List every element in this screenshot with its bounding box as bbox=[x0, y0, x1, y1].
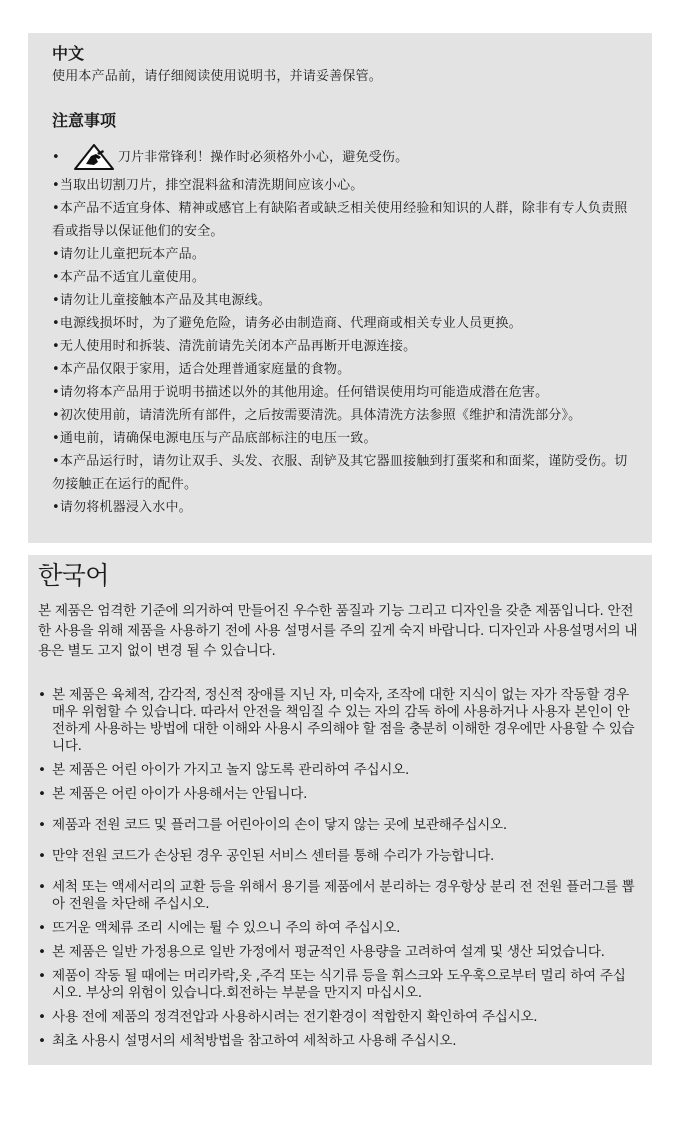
list-item: • 본 제품은 육체적, 감각적, 정신적 장애를 지닌 자, 미숙자, 조작에 대한 지식이 없는 자가 작동할 경우 매우 위험할 수 있습니다. 따라서 안전을 책임질 수 있는 자의 감독 하에 사용하거나 사용자 본인이 안전하게 사용하는 방법에 대한 이해와 사용시 주의해야 할 점을 충분히 이해한 경우에만 사용할 수 있습니다. bbox=[38, 687, 638, 755]
bullet: • bbox=[52, 149, 60, 165]
list-item: • 만약 전원 코드가 손상된 경우 공인된 서비스 센터를 통해 수리가 가능합니다. bbox=[38, 848, 638, 865]
list-item: •本产品仅限于家用，适合处理普通家庭量的食物。 bbox=[52, 362, 351, 377]
korean-notes-list bbox=[38, 687, 638, 1050]
chinese-section bbox=[28, 33, 652, 543]
chinese-title: 中文 bbox=[52, 44, 85, 63]
list-item: • 제품이 작동 될 때에는 머리카락,옷 ,주걱 또는 식기류 등을 휘스크와 도우훅으로부터 멀리 하여 주십시오. 부상의 위험이 있습니다.회전하는 부분을 만지지 마십시오. bbox=[38, 968, 638, 1002]
list-item: • 제품과 전원 코드 및 플러그를 어린아이의 손이 닿지 않는 곳에 보관해주십시오. bbox=[38, 817, 638, 834]
list-item: •请勿将本产品用于说明书描述以外的其他用途。任何错误使用均可能造成潜在危害。 bbox=[52, 385, 549, 400]
korean-title: 한국어 bbox=[38, 561, 109, 590]
list-item: •当取出切割刀片，排空混料盆和清洗期间应该小心。 bbox=[52, 178, 364, 193]
list-item: •通电前，请确保电源电压与产品底部标注的电压一致。 bbox=[52, 431, 377, 446]
korean-intro: 본 제품은 엄격한 기준에 의거하여 만들어진 우수한 품질과 기능 그리고 디자인을 갖춘 제품입니다. 안전한 사용을 위해 제품을 사용하기 전에 사용 설명서를 주의 깊게 숙지 바랍니다. 디자인과 사용설명서의 내용은 별도 고지 없이 변경 될 수 있습니다. bbox=[38, 603, 638, 659]
list-item: •无人使用时和拆装、清洗前请先关闭本产品再断开电源连接。 bbox=[52, 339, 417, 354]
list-item: • 최초 사용시 설명서의 세척방법을 참고하여 세척하고 사용해 주십시오. bbox=[38, 1033, 638, 1050]
list-item: •请勿让儿童接触本产品及其电源线。 bbox=[52, 293, 272, 308]
chinese-notes-list bbox=[52, 142, 630, 519]
chinese-intro: 使用本产品前，请仔细阅读使用说明书，并请妥善保管。 bbox=[52, 69, 383, 84]
hand-blade-warning-icon bbox=[74, 144, 114, 170]
list-item bbox=[52, 142, 630, 172]
list-item-text: 刀片非常锋利！操作时必须格外小心，避免受伤。 bbox=[117, 149, 409, 165]
list-item: • 본 제품은 어린 아이가 가지고 놀지 않도록 관리하여 주십시오. bbox=[38, 762, 638, 779]
list-item: •初次使用前，请清洗所有部件，之后按需要清洗。具体清洗方法参照《维护和清洗部分》。 bbox=[52, 408, 582, 423]
list-item: • 뜨거운 액체류 조리 시에는 튈 수 있으니 주의 하여 주십시오. bbox=[38, 920, 638, 937]
list-item: •请勿让儿童把玩本产品。 bbox=[52, 247, 206, 262]
korean-section bbox=[28, 555, 652, 1065]
list-item: •请勿将机器浸入水中。 bbox=[52, 500, 192, 515]
list-item: • 사용 전에 제품의 정격전압과 사용하시려는 전기환경이 적합한지 확인하여 주십시오. bbox=[38, 1009, 638, 1026]
list-item: •本产品运行时，请勿让双手、头发、衣服、刮铲及其它器皿接触到打蛋桨和和面桨，谨防受伤。切勿接触正在运行的配件。 bbox=[52, 454, 628, 492]
list-item: •电源线损坏时，为了避免危险，请务必由制造商、代理商或相关专业人员更换。 bbox=[52, 316, 522, 331]
chinese-notes-title: 注意事项 bbox=[52, 111, 117, 130]
list-item: •本产品不适宜身体、精神或感官上有缺陷者或缺乏相关使用经验和知识的人群，除非有专人负责照看或指导以保证他们的安全。 bbox=[52, 201, 628, 239]
list-item: •本产品不适宜儿童使用。 bbox=[52, 270, 206, 285]
list-item: • 본 제품은 일반 가정용으로 일반 가정에서 평균적인 사용량을 고려하여 설계 및 생산 되었습니다. bbox=[38, 944, 638, 961]
list-item: • 본 제품은 어린 아이가 사용해서는 안됩니다. bbox=[38, 786, 638, 803]
list-item: • 세척 또는 액세서리의 교환 등을 위해서 용기를 제품에서 분리하는 경우항상 분리 전 전원 플러그를 뽑아 전원을 차단해 주십시오. bbox=[38, 879, 638, 913]
